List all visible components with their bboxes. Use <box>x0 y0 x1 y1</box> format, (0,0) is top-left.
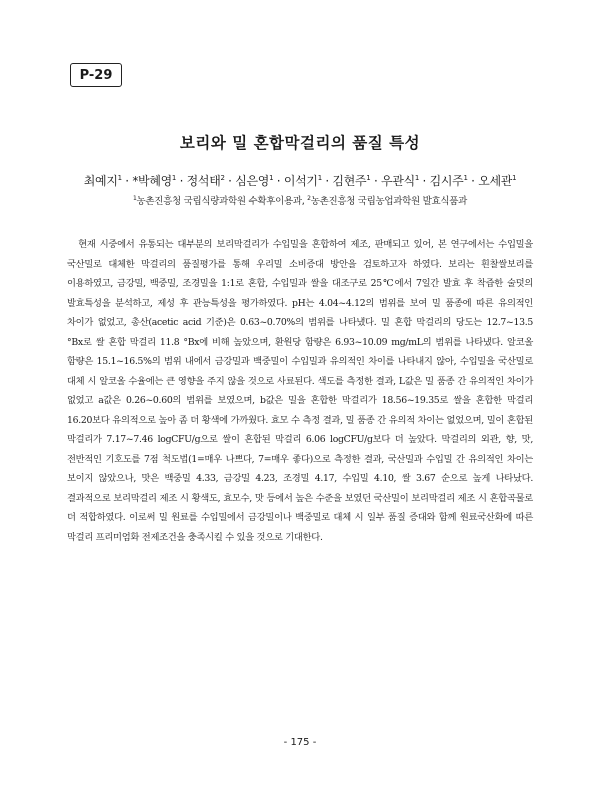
abstract-body: 현재 시중에서 유통되는 대부분의 보리막걸리가 수입밀을 혼합하여 제조, 판매되고 있어, 본 연구에서는 수입밀을 국산밀로 대체한 막걸리의 품질평가를 통해 우리밀 소비증대 방안을 검토하고자 하였다. 보리는 흰찰쌀보리를 이용하였고, 금강밀, 백중밀, 조경밀을 1:1로 혼합, 수입밀과 쌀을 대조구로 25℃에서 7일간 발효 후 착즙한 술덧의 발효특성을 분석하고, 제성 후 관능특성을 평가하였다. pH는 4.04~4.12의 범위를 보여 밀 품종에 따른 유의적인 차이가 없었고, 총산(acetic acid 기준)은 0.63~0.70%의 범위를 나타냈다. 밀 혼합 막걸리의 당도는 12.7~13.5 °Bx로 쌀 혼합 막걸리 11.8 °Bx에 비해 높았으며, 환원당 함량은 6.93~10.09 mg/mL의 범위를 나타냈다. 알코올 함량은 15.1~16.5%의 범위 내에서 금강밀과 백중밀이 수입밀과 유의적인 차이를 나타내지 않아, 수입밀을 국산밀로 대체 시 알코올 수율에는 큰 영향을 주지 않을 것으로 사료된다. 색도를 측정한 결과, L값은 밀 품종 간 유의적인 차이가 없었고 a값은 0.26~0.60의 범위를 보였으며, b값은 밀을 혼합한 막걸리가 18.56~19.35로 쌀을 혼합한 막걸리 16.20보다 유의적으로 높아 좀 더 황색에 가까웠다. 효모 수 측정 결과, 밀 품종 간 유의적 차이는 없었으며, 밀이 혼합된 막걸리가 7.17~7.46 logCFU/g으로 쌀이 혼합된 막걸리 6.06 logCFU/g보다 더 높았다. 막걸리의 외관, 향, 맛, 전반적인 기호도를 7점 척도법(1=매우 나쁘다, 7=매우 좋다)으로 측정한 결과, 국산밀과 수입밀 간 유의적인 차이는 보이지 않았으나, 맛은 백중밀 4.33, 금강밀 4.23, 조경밀 4.17, 수입밀 4.10, 쌀 3.67 순으로 높게 나타났다. 결과적으로 보리막걸리 제조 시 황색도, 효모수, 맛 등에서 높은 수준을 보였던 국산밀이 보리막걸리 제조 시 혼합곡물로 더 적합하였다. 이로써 밀 원료를 수입밀에서 금강밀이나 백중밀로 대체 시 일부 품질 증대와 함께 원료국산화에 따른 막걸리 프리미엄화 전제조건을 충족시킬 수 있을 것으로 기대한다. <box>67 239 533 543</box>
author: 오세관$^1$ <box>478 174 517 188</box>
author: 우관식$^1$ · <box>381 174 430 188</box>
author-list <box>0 172 600 189</box>
affiliation: $^1$농촌진흥청 국립식량과학원 수확후이용과, <box>132 195 308 207</box>
author: 김현주$^1$ · <box>332 174 381 188</box>
affiliations <box>0 193 600 207</box>
author: 정석태$^2$ · <box>186 174 236 188</box>
author: 심은영$^1$ · <box>235 174 284 188</box>
poster-number-badge: P-29 <box>70 63 122 87</box>
author: 이석기$^1$ · <box>283 174 333 188</box>
paper-title: 보리와 밀 혼합막걸리의 품질 특성 <box>179 134 421 152</box>
author: 김시주$^1$ · <box>429 174 479 188</box>
page-number: - 175 - <box>283 737 317 748</box>
author: 최예지$^1$ · <box>83 174 133 188</box>
affiliation: $^2$농촌진흥청 국립농업과학원 발효식품과 <box>307 195 468 207</box>
author: *박혜영$^1$ · <box>132 174 187 188</box>
